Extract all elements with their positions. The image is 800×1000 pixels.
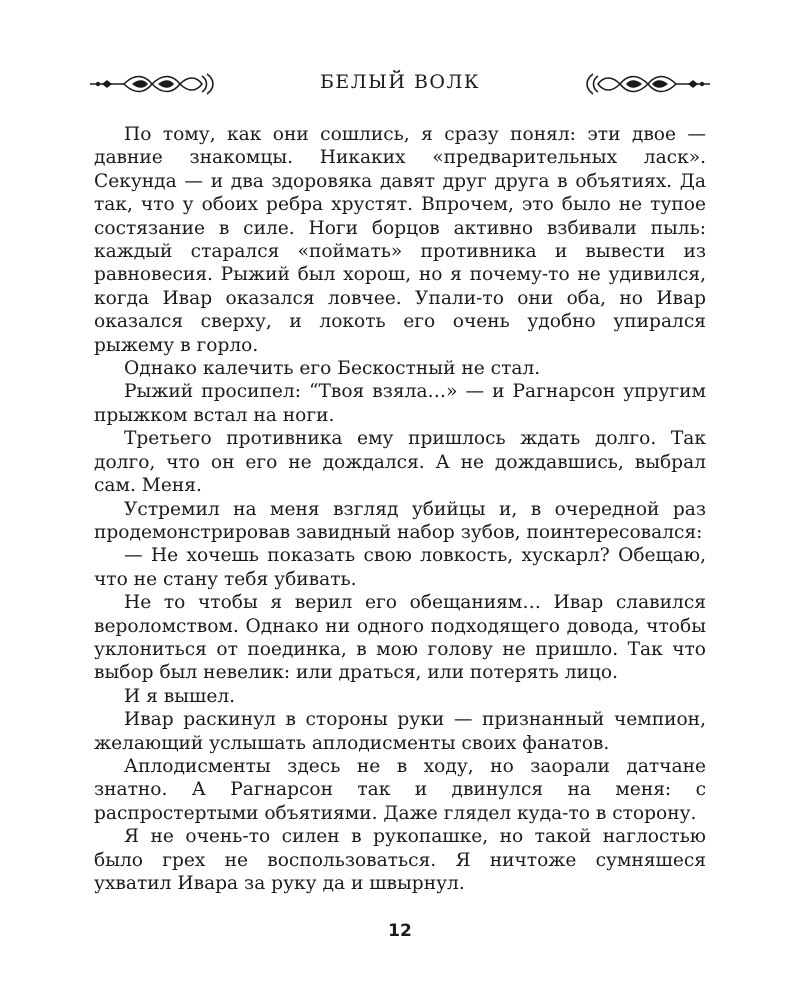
paragraph: Аплодисменты здесь не в ходу, но заорали датчане знатно. А Рагнарсон так и двинулся на меня: с распростертыми объятиями. Даже глядел куда-то в сторону.	[94, 755, 706, 824]
ornament-icon	[584, 72, 712, 96]
page-number: 12	[388, 921, 412, 941]
running-header	[88, 62, 712, 106]
paragraph: И я вышел.	[124, 685, 236, 707]
paragraph: По тому, как они сошлись, я сразу понял: эти двое — давние знакомцы. Никаких «предварительных ласк». Секунда — и два здоровяка давят друг друга в объятиях. Да так, что у обоих ребра хрустят. Впрочем, это было не тупое состязание в силе. Ноги борцов активно взбивали пыль: каждый старался «поймать» противника и вывести из равновесия. Рыжий был хорош, но я почему-то не удивился, когда Ивар оказался ловчее. Упали-то они оба, но Ивар оказался сверху, и локоть его очень удобно упирался рыжему в горло.	[94, 124, 706, 356]
paragraph: Не то чтобы я верил его обещаниям… Ивар славился вероломством. Однако ни одного подходящего довода, чтобы уклониться от поединка, в мою голову не пришло. Так что выбор был невелик: или драться, или потерять лицо.	[94, 592, 706, 684]
paragraph: — Не хочешь показать свою ловкость, хускарл? Обещаю, что не стану тебя убивать.	[94, 545, 706, 590]
paragraph: Рыжий просипел: “Твоя взяла…» — и Рагнарсон упругим прыжком встал на ноги.	[94, 381, 706, 426]
paragraph: Я не очень-то силен в рукопашке, но такой наглостью было грех не воспользоваться. Я ничтоже сумняшеся ухватил Ивара за руку да и швырнул.	[94, 826, 706, 894]
paragraph: Устремил на меня взгляд убийцы и, в очередной раз продемонстрировав завидный набор зубов, поинтересовался:	[94, 498, 706, 543]
paragraph: Однако калечить его Бескостный не стал.	[124, 358, 541, 380]
paragraph: Третьего противника ему пришлось ждать долго. Так долго, что он его не дождался. А не дождавшись, выбрал сам. Меня.	[94, 428, 706, 497]
paragraph: Ивар раскинул в стороны руки — признанный чемпион, желающий услышать аплодисменты своих фанатов.	[94, 709, 706, 754]
body-text	[94, 123, 706, 895]
running-title: БЕЛЫЙ ВОЛК	[319, 71, 481, 93]
